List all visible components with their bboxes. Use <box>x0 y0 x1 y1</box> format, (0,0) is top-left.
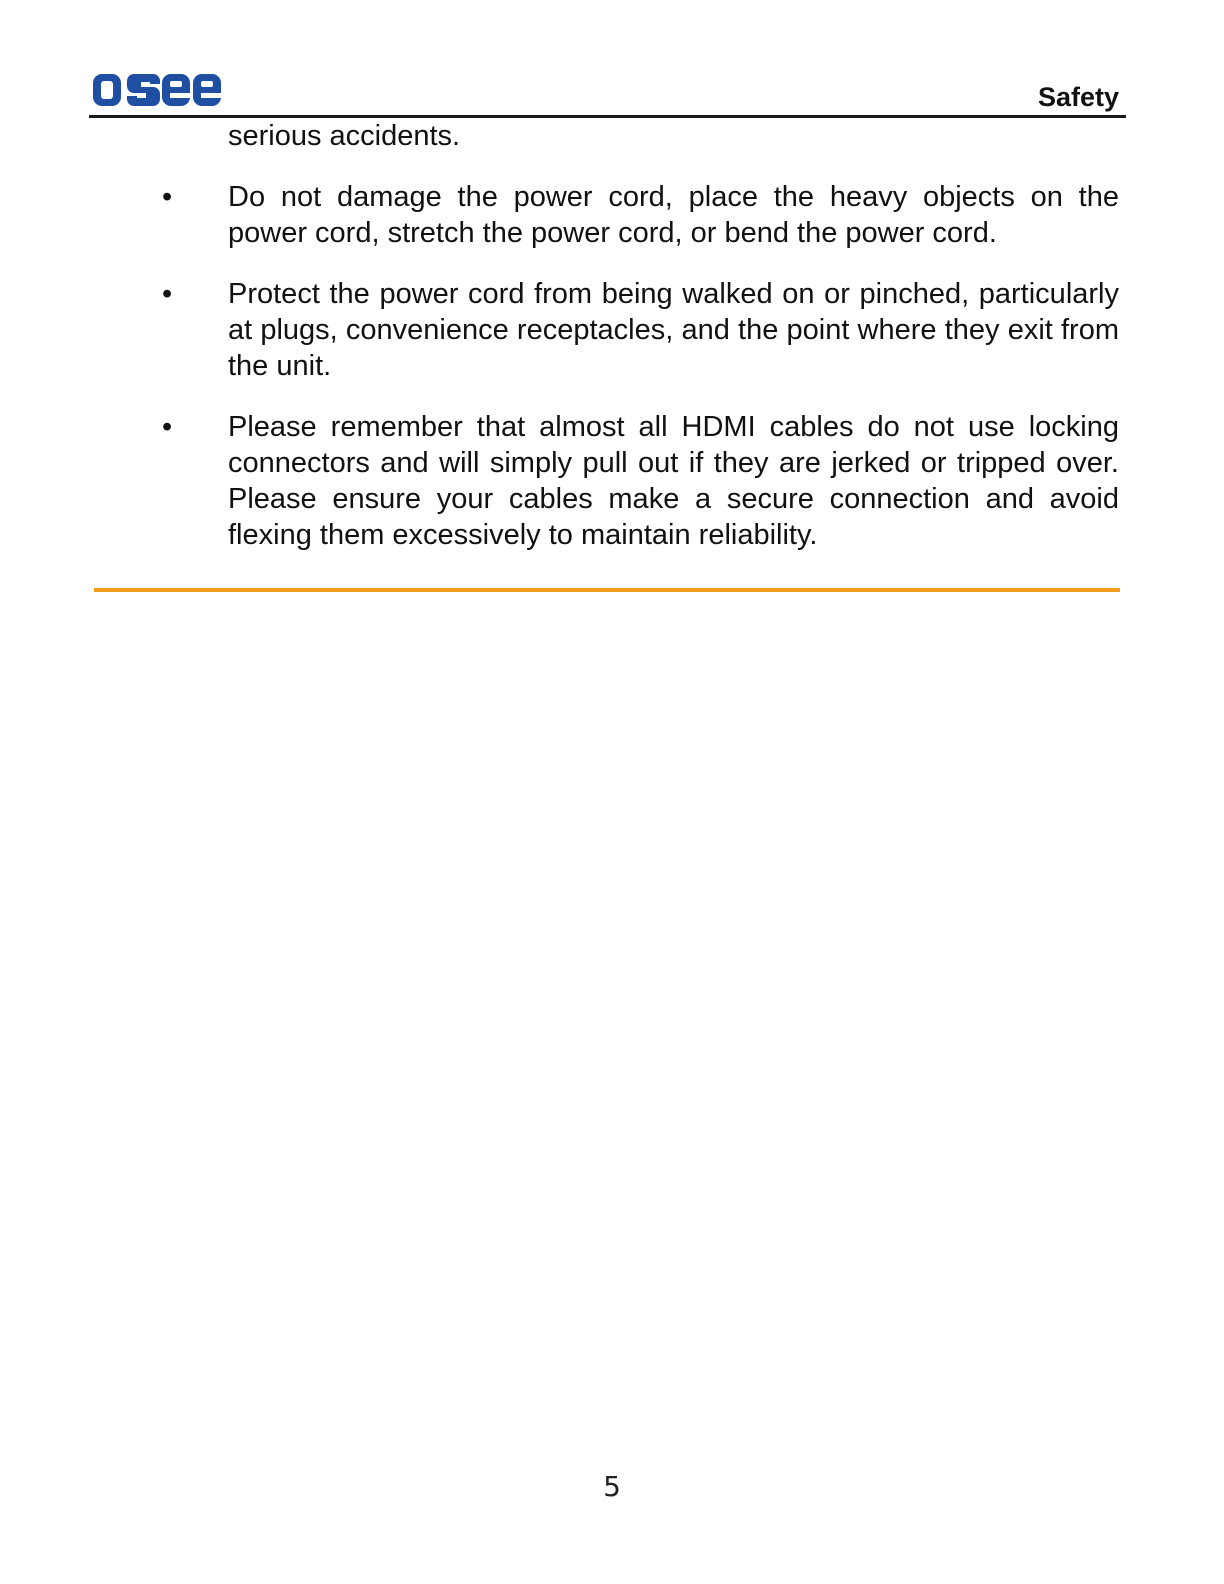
bullet-item-power-cord-damage <box>162 179 1119 251</box>
bullet-text: Protect the power cord from being walked on or pinched, particularly at plugs, convenience receptacles, and the point where they exit from the unit. <box>228 278 1119 382</box>
section-title: Safety <box>1037 82 1119 112</box>
osee-logo <box>93 72 221 108</box>
bullet-marker: • <box>162 278 173 310</box>
continued-paragraph: serious accidents. <box>228 120 461 152</box>
bullet-marker: • <box>162 411 173 443</box>
bullet-item-hdmi-cables <box>162 409 1119 553</box>
osee-logo-mark <box>93 72 221 108</box>
bullet-item-power-cord-protect <box>162 276 1119 384</box>
page-number: 5 <box>603 1470 621 1503</box>
section-end-divider <box>94 588 1120 592</box>
bullet-text: Please remember that almost all HDMI cables do not use locking connectors and will simply pull out if they are jerked or tripped over. Please ensure your cables make a secure connection and avoid flexing them excessively to maintain reliability. <box>228 411 1119 551</box>
safety-content <box>162 118 1119 553</box>
bullet-marker: • <box>162 181 173 213</box>
bullet-text: Do not damage the power cord, place the heavy objects on the power cord, stretch the power cord, or bend the power cord. <box>228 181 1119 249</box>
